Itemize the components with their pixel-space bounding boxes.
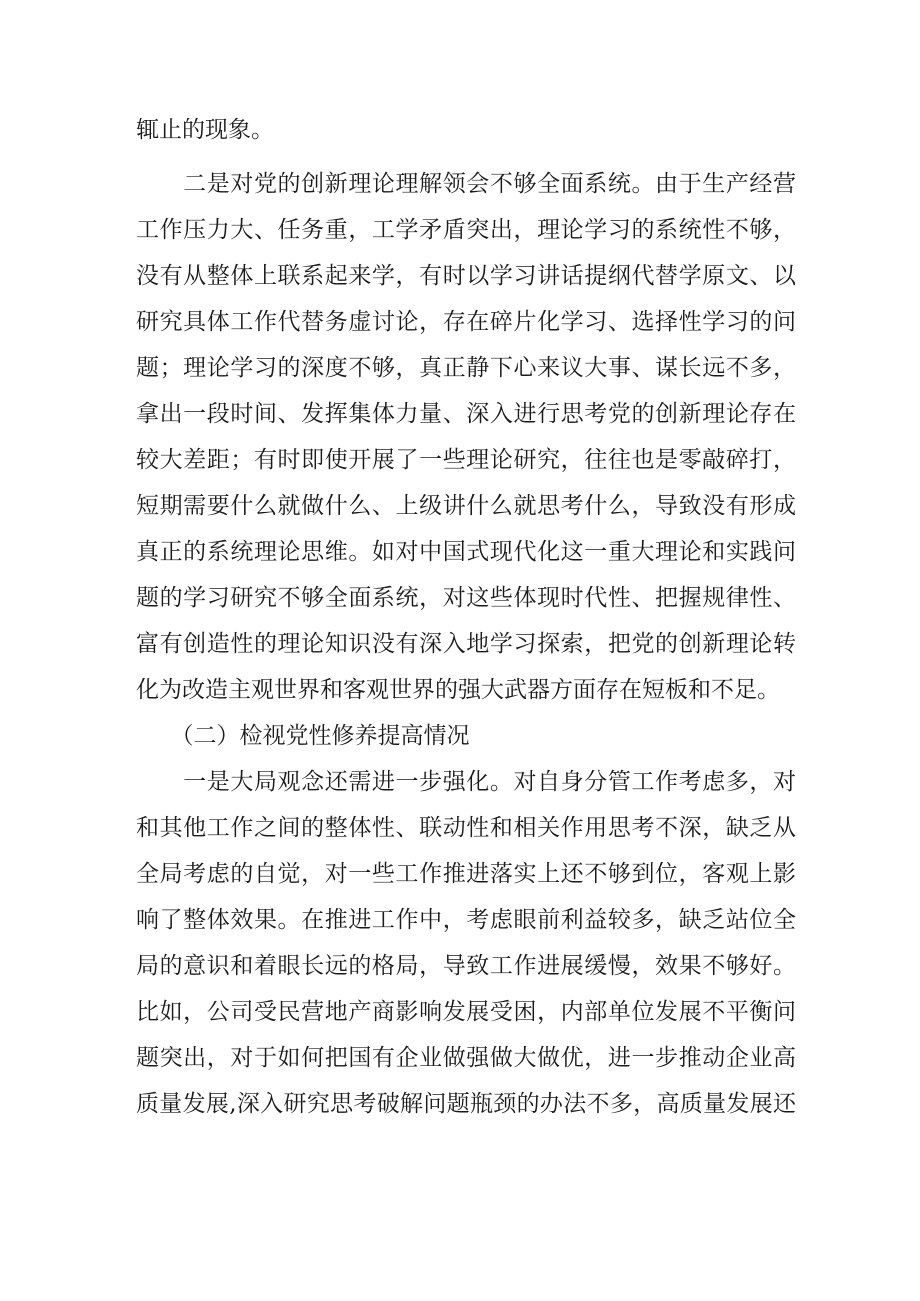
text-line: 题突出，对于如何把国有企业做强做大做优，进一步推动企业高 bbox=[136, 1045, 796, 1071]
text-line: 响了整体效果。在推进工作中，考虑眼前利益较多，缺乏站位全 bbox=[136, 907, 796, 933]
text-line: 全局考虑的自觉，对一些工作推进落实上还不够到位，客观上影 bbox=[136, 861, 796, 887]
text-line: 富有创造性的理论知识没有深入地学习探索，把党的创新理论转 bbox=[136, 631, 796, 657]
text-line: 比如，公司受民营地产商影响发展受困，内部单位发展不平衡问 bbox=[136, 999, 796, 1025]
text-line: 和其他工作之间的整体性、联动性和相关作用思考不深，缺乏从 bbox=[136, 815, 796, 841]
paragraph-start: 一是大局观念还需进一步强化。对自身分管工作考虑多，对 bbox=[136, 769, 796, 795]
text-line: 化为改造主观世界和客观世界的强大武器方面存在短板和不足。 bbox=[136, 677, 780, 703]
text-line: 真正的系统理论思维。如对中国式现代化这一重大理论和实践问 bbox=[136, 539, 796, 565]
paragraph-start: 二是对党的创新理论理解领会不够全面系统。由于生产经营 bbox=[136, 171, 796, 197]
text-line: 工作压力大、任务重，工学矛盾突出，理论学习的系统性不够， bbox=[136, 217, 796, 243]
text-line: 质量发展,深入研究思考破解问题瓶颈的办法不多，高质量发展还 bbox=[136, 1091, 796, 1117]
text-line: 没有从整体上联系起来学，有时以学习讲话提纲代替学原文、以 bbox=[136, 263, 796, 289]
text-line: 辄止的现象。 bbox=[136, 117, 274, 143]
text-line: 较大差距；有时即使开展了一些理论研究，往往也是零敲碎打， bbox=[136, 447, 796, 473]
text-line: 研究具体工作代替务虚讨论，存在碎片化学习、选择性学习的问 bbox=[136, 309, 796, 335]
text-line: 拿出一段时间、发挥集体力量、深入进行思考党的创新理论存在 bbox=[136, 401, 796, 427]
text-line: 题的学习研究不够全面系统，对这些体现时代性、把握规律性、 bbox=[136, 585, 796, 611]
text-line: 局的意识和着眼长远的格局，导致工作进展缓慢，效果不够好。 bbox=[136, 953, 796, 979]
text-line: 短期需要什么就做什么、上级讲什么就思考什么，导致没有形成 bbox=[136, 493, 796, 519]
text-line: 题；理论学习的深度不够，真正静下心来议大事、谋长远不多， bbox=[136, 355, 796, 381]
section-heading: （二）检视党性修养提高情况 bbox=[136, 723, 470, 749]
